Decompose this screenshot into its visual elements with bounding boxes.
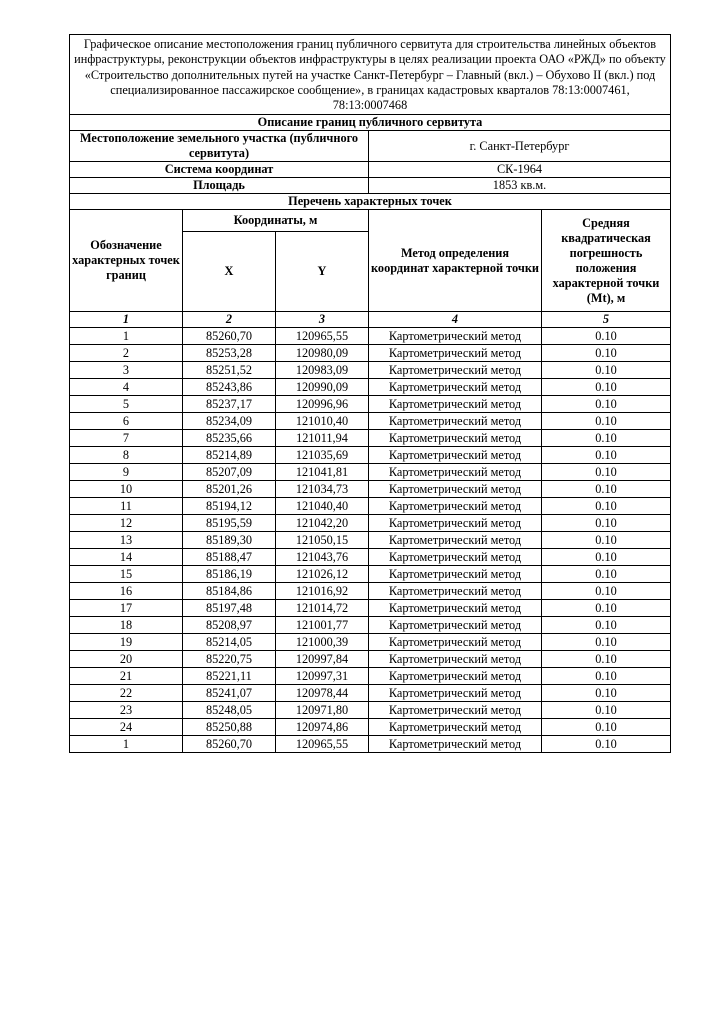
table-row (70, 328, 671, 345)
point-error: 0.10 (542, 566, 671, 583)
point-x: 85197,48 (183, 600, 276, 617)
point-error: 0.10 (542, 600, 671, 617)
point-number: 2 (70, 345, 183, 362)
point-number: 1 (70, 736, 183, 753)
point-y: 121026,12 (276, 566, 369, 583)
col-designation-header: Обозначение характерных точек границ (70, 210, 183, 312)
point-number: 15 (70, 566, 183, 583)
point-y: 121043,76 (276, 549, 369, 566)
table-row (70, 481, 671, 498)
table-row (70, 617, 671, 634)
point-number: 6 (70, 413, 183, 430)
point-x: 85234,09 (183, 413, 276, 430)
table-row (70, 345, 671, 362)
point-number: 22 (70, 685, 183, 702)
point-method: Картометрический метод (369, 600, 542, 617)
point-x: 85194,12 (183, 498, 276, 515)
point-method: Картометрический метод (369, 736, 542, 753)
point-number: 1 (70, 328, 183, 345)
col-number-4: 4 (369, 312, 542, 328)
point-error: 0.10 (542, 702, 671, 719)
col-number-2: 2 (183, 312, 276, 328)
point-number: 10 (70, 481, 183, 498)
point-error: 0.10 (542, 617, 671, 634)
table-row (70, 498, 671, 515)
table-row (70, 532, 671, 549)
point-y: 120965,55 (276, 328, 369, 345)
point-number: 5 (70, 396, 183, 413)
table-row (70, 668, 671, 685)
table-row (70, 464, 671, 481)
point-number: 8 (70, 447, 183, 464)
point-y: 121035,69 (276, 447, 369, 464)
point-y: 120990,09 (276, 379, 369, 396)
point-method: Картометрический метод (369, 719, 542, 736)
point-x: 85208,97 (183, 617, 276, 634)
point-x: 85184,86 (183, 583, 276, 600)
point-error: 0.10 (542, 464, 671, 481)
col-number-3: 3 (276, 312, 369, 328)
table-row (70, 600, 671, 617)
coord-system-value: СК-1964 (369, 162, 671, 178)
point-number: 20 (70, 651, 183, 668)
point-y: 120996,96 (276, 396, 369, 413)
col-method-header: Метод определения координат характерной точки (369, 210, 542, 312)
table-row (70, 702, 671, 719)
point-method: Картометрический метод (369, 379, 542, 396)
point-number: 21 (70, 668, 183, 685)
point-error: 0.10 (542, 549, 671, 566)
table-row (70, 447, 671, 464)
point-number: 12 (70, 515, 183, 532)
point-number: 17 (70, 600, 183, 617)
point-y: 121010,40 (276, 413, 369, 430)
point-error: 0.10 (542, 668, 671, 685)
point-x: 85260,70 (183, 736, 276, 753)
point-method: Картометрический метод (369, 481, 542, 498)
point-method: Картометрический метод (369, 634, 542, 651)
table-row (70, 651, 671, 668)
point-method: Картометрический метод (369, 498, 542, 515)
point-x: 85189,30 (183, 532, 276, 549)
point-method: Картометрический метод (369, 515, 542, 532)
point-y: 121016,92 (276, 583, 369, 600)
point-method: Картометрический метод (369, 413, 542, 430)
point-error: 0.10 (542, 396, 671, 413)
point-number: 24 (70, 719, 183, 736)
point-method: Картометрический метод (369, 532, 542, 549)
table-row (70, 566, 671, 583)
document-title: Графическое описание местоположения границ публичного сервитута для строительства линейных объектов инфраструктуры, реконструкции объектов инфраструктуры в целях реализации проекта ОАО «РЖД» по объекту «Строительство дополнительных путей на участке Санкт-Петербург – Главный (вкл.) – Обухово II (вкл.) под специализированное пассажирское сообщение», в границах кадастровых кварталов 78:13:0007461, 78:13:0007468 (70, 35, 671, 115)
point-method: Картометрический метод (369, 702, 542, 719)
point-error: 0.10 (542, 498, 671, 515)
table-row (70, 719, 671, 736)
point-x: 85220,75 (183, 651, 276, 668)
point-y: 121041,81 (276, 464, 369, 481)
point-y: 120980,09 (276, 345, 369, 362)
point-error: 0.10 (542, 447, 671, 464)
point-error: 0.10 (542, 651, 671, 668)
point-error: 0.10 (542, 379, 671, 396)
table-row (70, 396, 671, 413)
point-x: 85250,88 (183, 719, 276, 736)
area-label: Площадь (70, 178, 369, 194)
col-coords-header: Координаты, м (183, 210, 369, 232)
point-y: 121001,77 (276, 617, 369, 634)
table-row (70, 583, 671, 600)
location-value: г. Санкт-Петербург (369, 131, 671, 162)
point-error: 0.10 (542, 736, 671, 753)
table-row (70, 549, 671, 566)
point-method: Картометрический метод (369, 685, 542, 702)
point-y: 120997,31 (276, 668, 369, 685)
point-x: 85251,52 (183, 362, 276, 379)
location-label: Местоположение земельного участка (публичного сервитута) (70, 131, 369, 162)
point-x: 85248,05 (183, 702, 276, 719)
point-error: 0.10 (542, 515, 671, 532)
point-y: 121034,73 (276, 481, 369, 498)
point-number: 3 (70, 362, 183, 379)
document-page (69, 34, 670, 753)
point-x: 85201,26 (183, 481, 276, 498)
point-x: 85243,86 (183, 379, 276, 396)
point-method: Картометрический метод (369, 328, 542, 345)
point-error: 0.10 (542, 634, 671, 651)
point-x: 85214,05 (183, 634, 276, 651)
point-number: 14 (70, 549, 183, 566)
point-y: 121000,39 (276, 634, 369, 651)
coord-system-label: Система координат (70, 162, 369, 178)
table-row (70, 362, 671, 379)
point-number: 13 (70, 532, 183, 549)
point-error: 0.10 (542, 719, 671, 736)
points-heading: Перечень характерных точек (70, 194, 671, 210)
point-method: Картометрический метод (369, 396, 542, 413)
table-row (70, 685, 671, 702)
point-method: Картометрический метод (369, 617, 542, 634)
point-method: Картометрический метод (369, 549, 542, 566)
servitude-table (69, 34, 671, 753)
area-value: 1853 кв.м. (369, 178, 671, 194)
point-x: 85214,89 (183, 447, 276, 464)
table-row (70, 634, 671, 651)
point-y: 120965,55 (276, 736, 369, 753)
point-y: 121011,94 (276, 430, 369, 447)
col-error-header: Средняя квадратическая погрешность положения характерной точки (Mt), м (542, 210, 671, 312)
point-error: 0.10 (542, 362, 671, 379)
point-y: 121040,40 (276, 498, 369, 515)
table-row (70, 515, 671, 532)
point-x: 85186,19 (183, 566, 276, 583)
point-method: Картометрический метод (369, 345, 542, 362)
point-method: Картометрический метод (369, 651, 542, 668)
point-number: 18 (70, 617, 183, 634)
point-method: Картометрический метод (369, 362, 542, 379)
point-y: 120997,84 (276, 651, 369, 668)
point-y: 120983,09 (276, 362, 369, 379)
point-number: 9 (70, 464, 183, 481)
point-error: 0.10 (542, 685, 671, 702)
point-x: 85221,11 (183, 668, 276, 685)
point-x: 85207,09 (183, 464, 276, 481)
point-method: Картометрический метод (369, 447, 542, 464)
point-error: 0.10 (542, 430, 671, 447)
point-number: 4 (70, 379, 183, 396)
table-row (70, 379, 671, 396)
point-y: 120974,86 (276, 719, 369, 736)
point-x: 85237,17 (183, 396, 276, 413)
point-number: 11 (70, 498, 183, 515)
point-method: Картометрический метод (369, 430, 542, 447)
point-error: 0.10 (542, 583, 671, 600)
point-method: Картометрический метод (369, 583, 542, 600)
col-x-header: X (183, 232, 276, 312)
point-error: 0.10 (542, 481, 671, 498)
table-row (70, 413, 671, 430)
point-number: 19 (70, 634, 183, 651)
point-number: 23 (70, 702, 183, 719)
point-method: Картометрический метод (369, 464, 542, 481)
point-x: 85253,28 (183, 345, 276, 362)
table-row (70, 736, 671, 753)
point-y: 120978,44 (276, 685, 369, 702)
point-error: 0.10 (542, 345, 671, 362)
point-x: 85260,70 (183, 328, 276, 345)
point-x: 85235,66 (183, 430, 276, 447)
point-x: 85241,07 (183, 685, 276, 702)
point-y: 121050,15 (276, 532, 369, 549)
point-x: 85188,47 (183, 549, 276, 566)
point-y: 120971,80 (276, 702, 369, 719)
col-y-header: Y (276, 232, 369, 312)
table-row (70, 430, 671, 447)
point-error: 0.10 (542, 413, 671, 430)
point-number: 16 (70, 583, 183, 600)
description-heading: Описание границ публичного сервитута (70, 115, 671, 131)
col-number-5: 5 (542, 312, 671, 328)
point-y: 121042,20 (276, 515, 369, 532)
point-error: 0.10 (542, 532, 671, 549)
point-x: 85195,59 (183, 515, 276, 532)
point-error: 0.10 (542, 328, 671, 345)
point-number: 7 (70, 430, 183, 447)
point-y: 121014,72 (276, 600, 369, 617)
point-method: Картометрический метод (369, 668, 542, 685)
col-number-1: 1 (70, 312, 183, 328)
point-method: Картометрический метод (369, 566, 542, 583)
